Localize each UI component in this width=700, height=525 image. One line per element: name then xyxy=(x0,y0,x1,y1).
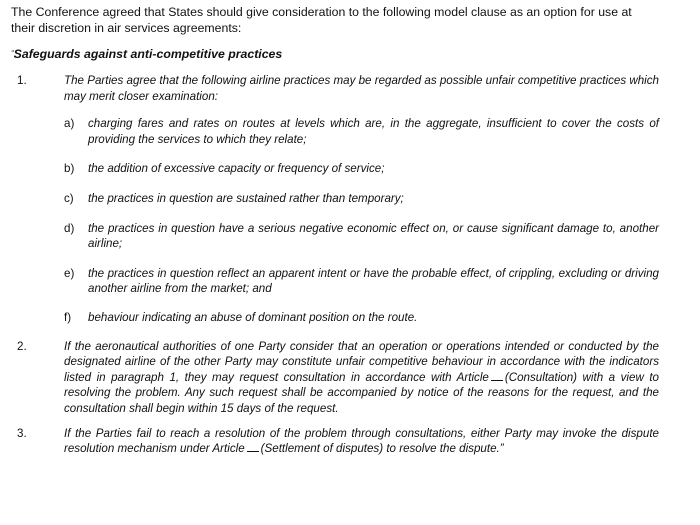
subitem-text: charging fares and rates on routes at levels which are, in the aggregate, insufficient to cover the costs of providing the services to which they relate; xyxy=(88,117,659,146)
paragraph-text-part-2: (Settlement of disputes) to resolve the dispute.” xyxy=(260,442,504,456)
paragraph-text-part-1: If the aeronautical authorities of one Party consider that an operation or operations intended or conducted by the designated airline of the other Party may constitute unfair competitive behaviour in accordance with the indicators listed in paragraph 1, they may request consultation in accordance with Article xyxy=(64,339,659,384)
subitem-letter: f) xyxy=(64,310,72,324)
document-body xyxy=(11,4,659,457)
subitem-f xyxy=(64,310,659,326)
intro-text: The Conference agreed that States should give consideration to the following model clause as an option for use at their discretion in air services agreements: xyxy=(11,5,632,35)
subitem-text: behaviour indicating an abuse of dominant position on the route. xyxy=(88,310,418,324)
paragraph-number: 1. xyxy=(17,74,27,87)
paragraph-text-part-2: (Consultation) with a view to resolving the problem. Any such request shall be accompanied by notice of the reasons for the request, and the consultation shall begin within 15 days of the request. xyxy=(64,370,659,415)
subitem-d xyxy=(64,221,659,252)
subitem-b xyxy=(64,161,659,177)
subitem-text: the addition of excessive capacity or frequency of service; xyxy=(88,162,385,176)
paragraph-text-part-1: If the Parties fail to reach a resolution of the problem through consultations, either Party may invoke the dispute resolution mechanism under Article xyxy=(64,426,659,456)
article-number-blank xyxy=(247,442,259,452)
paragraph-text xyxy=(64,339,659,417)
subitem-text: the practices in question reflect an apparent intent or have the probable effect, of crippling, excluding or driving another airline from the market; and xyxy=(88,266,659,296)
clause-heading-text: Safeguards against anti-competitive practices xyxy=(13,47,283,61)
subitem-text: the practices in question have a serious negative economic effect on, or cause significant damage to, another airline; xyxy=(88,221,659,251)
opening-quote: “ xyxy=(11,49,14,58)
paragraph-1 xyxy=(11,73,659,104)
subitem-letter: e) xyxy=(64,266,75,280)
subitem-text: the practices in question are sustained rather than temporary; xyxy=(88,191,404,205)
paragraph-text: The Parties agree that the following airline practices may be regarded as possible unfair competitive practices which may merit closer examination: xyxy=(64,74,659,103)
paragraph-number: 2. xyxy=(17,339,27,353)
article-number-blank xyxy=(491,371,503,381)
paragraph-3 xyxy=(11,426,659,457)
subitem-letter: d) xyxy=(64,221,75,235)
paragraph-number: 3. xyxy=(17,426,27,440)
subitem-letter: a) xyxy=(64,117,75,131)
paragraph-2 xyxy=(11,339,659,417)
subitem-a xyxy=(64,116,659,147)
subitem-letter: c) xyxy=(64,191,74,205)
subitem-e xyxy=(64,266,659,297)
clause-heading xyxy=(11,46,659,62)
paragraph-text xyxy=(64,426,659,457)
subitem-c xyxy=(64,191,659,207)
subitem-letter: b) xyxy=(64,162,75,176)
